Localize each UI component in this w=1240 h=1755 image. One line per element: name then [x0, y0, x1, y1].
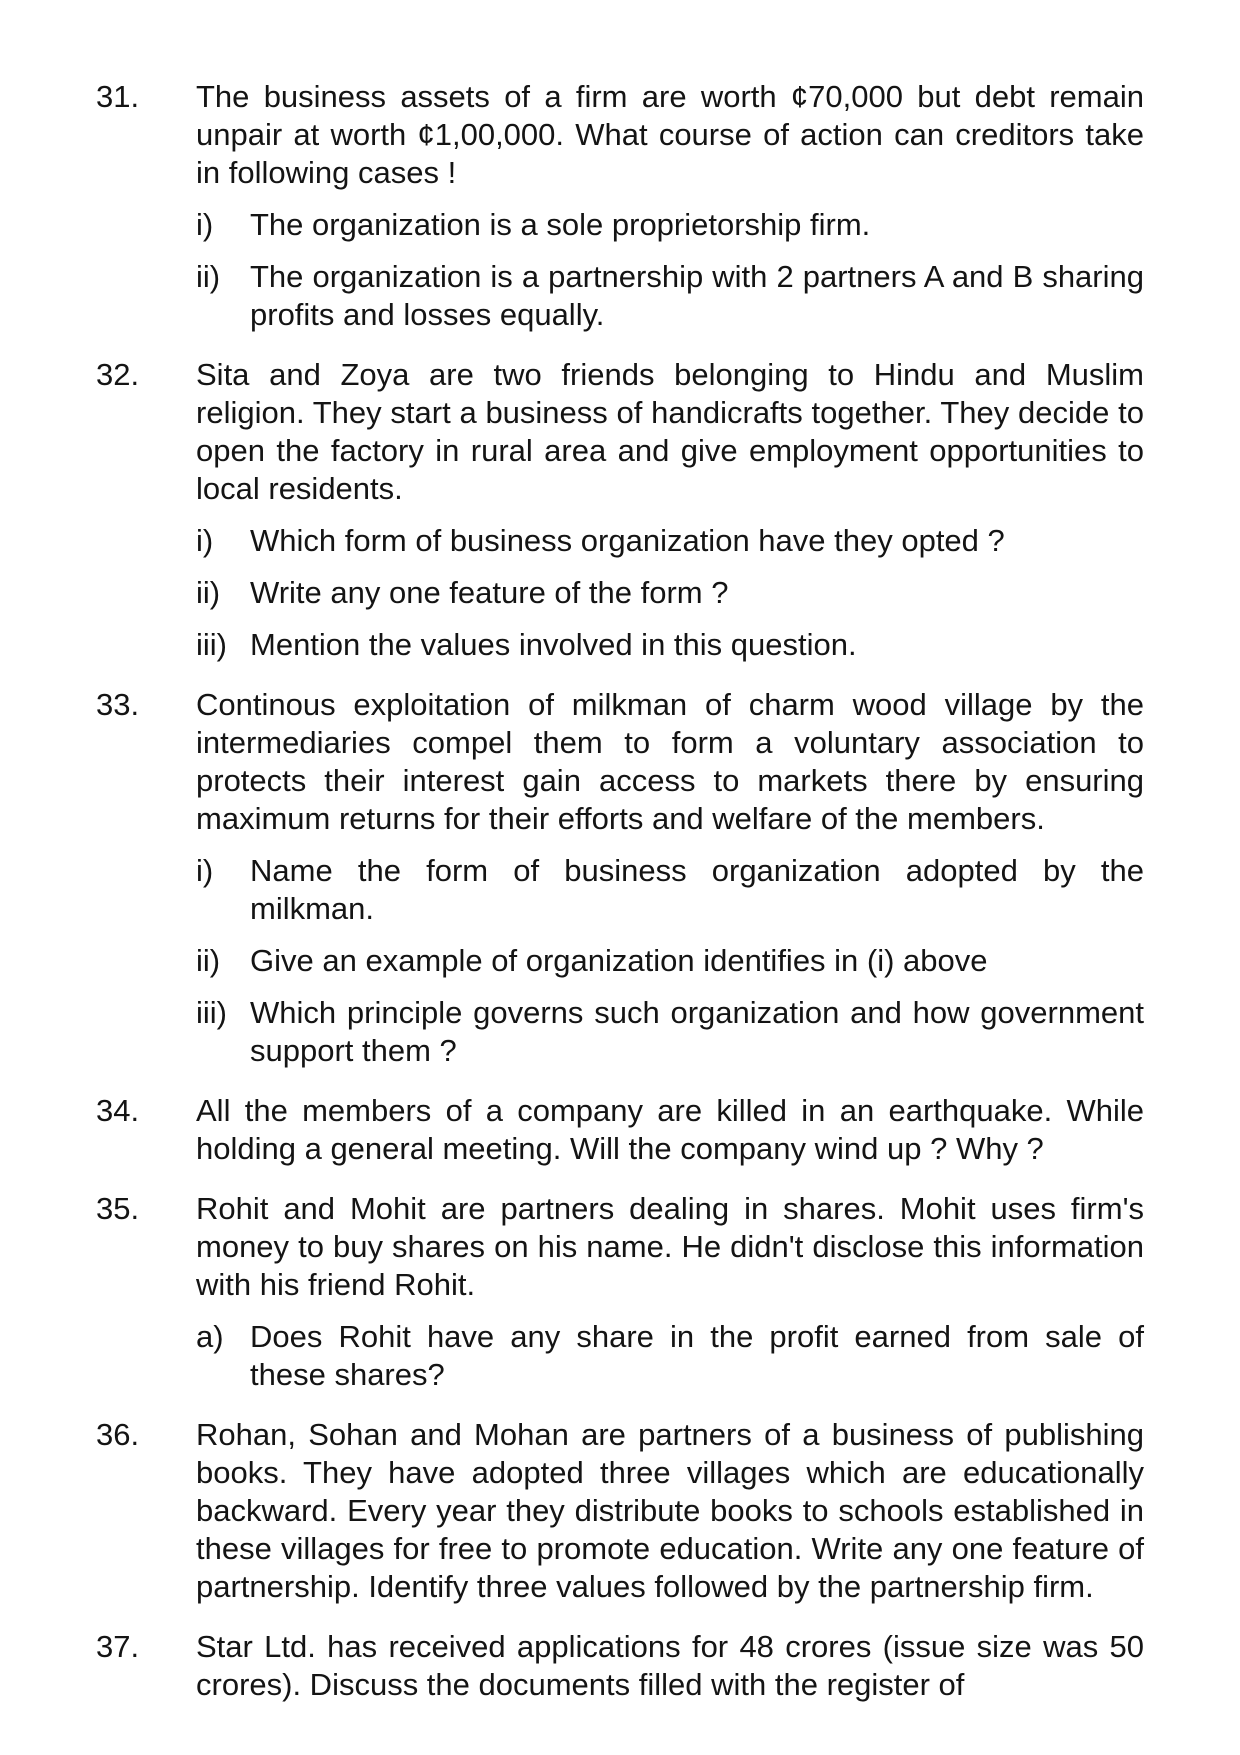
question-text: Continous exploitation of milkman of charm wood village by the intermediaries compel them to form a voluntary association to protects their interest gain access to markets there by ensuring maximum returns for their efforts and welfare of the members.	[196, 687, 1144, 836]
sub-question-label: i)	[196, 853, 214, 888]
question-text: Star Ltd. has received applications for 48 crores (issue size was 50 crores). Discuss the documents filled with the register of	[196, 1629, 1144, 1702]
sub-question-label: iii)	[196, 995, 227, 1030]
question-number: 32.	[96, 357, 140, 392]
sub-question-list	[196, 522, 1144, 664]
sub-question-text: Which principle governs such organization and how government support them ?	[250, 995, 1144, 1068]
question-text: The business assets of a firm are worth ¢70,000 but debt remain unpair at worth ¢1,00,000. What course of action can creditors take in following cases !	[196, 79, 1144, 190]
question-number: 33.	[96, 687, 140, 722]
question-34	[96, 1092, 1144, 1168]
question-body	[196, 1190, 1144, 1394]
sub-question	[196, 522, 1144, 560]
question-text: Sita and Zoya are two friends belonging to Hindu and Muslim religion. They start a business of handicrafts together. They decide to open the factory in rural area and give employment opportunities to local residents.	[196, 357, 1144, 506]
question-body	[196, 686, 1144, 1070]
sub-question-text: Write any one feature of the form ?	[250, 575, 729, 610]
sub-question	[196, 574, 1144, 612]
question-text: Rohan, Sohan and Mohan are partners of a business of publishing books. They have adopted three villages which are educationally backward. Every year they distribute books to schools established in these villages for free to promote education. Write any one feature of partnership. Identify three values followed by the partnership firm.	[196, 1417, 1144, 1604]
sub-question	[196, 626, 1144, 664]
question-31	[96, 78, 1144, 334]
question-36	[96, 1416, 1144, 1606]
question-number: 34.	[96, 1093, 140, 1128]
question-body	[196, 1628, 1144, 1704]
sub-question	[196, 852, 1144, 928]
question-body	[196, 1092, 1144, 1168]
sub-question-text: Does Rohit have any share in the profit earned from sale of these shares?	[250, 1319, 1144, 1392]
question-number: 36.	[96, 1417, 140, 1452]
sub-question	[196, 206, 1144, 244]
question-text: Rohit and Mohit are partners dealing in shares. Mohit uses firm's money to buy shares on his name. He didn't disclose this information with his friend Rohit.	[196, 1191, 1144, 1302]
sub-question-list	[196, 852, 1144, 1070]
sub-question-text: Which form of business organization have they opted ?	[250, 523, 1005, 558]
sub-question	[196, 942, 1144, 980]
question-35	[96, 1190, 1144, 1394]
sub-question-text: Mention the values involved in this question.	[250, 627, 857, 662]
question-body	[196, 1416, 1144, 1606]
sub-question-label: ii)	[196, 259, 221, 294]
sub-question-label: i)	[196, 207, 214, 242]
sub-question-list	[196, 206, 1144, 334]
sub-question-label: ii)	[196, 943, 221, 978]
sub-question-label: a)	[196, 1319, 224, 1354]
sub-question-text: Give an example of organization identifies in (i) above	[250, 943, 988, 978]
question-37	[96, 1628, 1144, 1704]
sub-question-text: The organization is a sole proprietorship firm.	[250, 207, 871, 242]
question-number: 31.	[96, 79, 140, 114]
question-body	[196, 78, 1144, 334]
sub-question-text: The organization is a partnership with 2 partners A and B sharing profits and losses equally.	[250, 259, 1144, 332]
sub-question	[196, 1318, 1144, 1394]
sub-question	[196, 258, 1144, 334]
question-33	[96, 686, 1144, 1070]
question-32	[96, 356, 1144, 664]
sub-question	[196, 994, 1144, 1070]
question-text: All the members of a company are killed in an earthquake. While holding a general meeting. Will the company wind up ? Why ?	[196, 1093, 1144, 1166]
sub-question-label: iii)	[196, 627, 227, 662]
sub-question-text: Name the form of business organization adopted by the milkman.	[250, 853, 1144, 926]
sub-question-label: ii)	[196, 575, 221, 610]
question-number: 35.	[96, 1191, 140, 1226]
sub-question-list	[196, 1318, 1144, 1394]
question-body	[196, 356, 1144, 664]
sub-question-label: i)	[196, 523, 214, 558]
question-number: 37.	[96, 1629, 140, 1664]
